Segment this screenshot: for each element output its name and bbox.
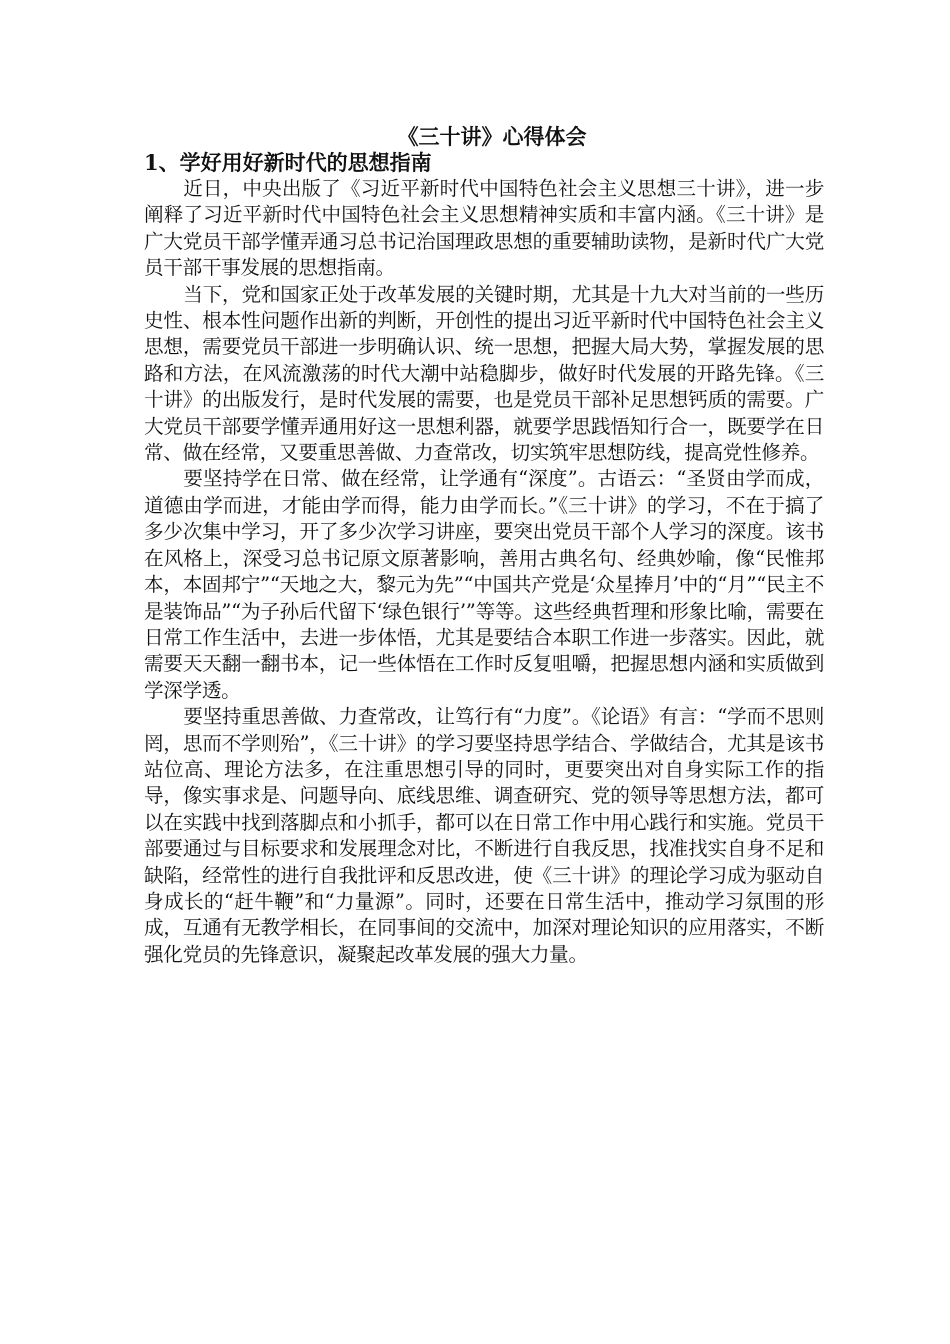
section-heading: 1、学好用好新时代的思想指南 bbox=[144, 150, 432, 175]
paragraph-1: 近日，中央出版了《习近平新时代中国特色社会主义思想三十讲》，进一步阐释了习近平新时代中国特色社会主义思想精神实质和丰富内涵。《三十讲》是广大党员干部学懂弄通习总书记治国理政思想的重要辅助读物，是新时代广大党员干部干事发展的思想指南。 bbox=[144, 177, 824, 280]
paragraph-3: 要坚持学在日常、做在经常，让学通有“深度”。古语云：“圣贤由学而成，道德由学而进，才能由学而得，能力由学而长。”《三十讲》的学习，不在于搞了多少次集中学习，开了多少次学习讲座，要突出党员干部个人学习的深度。该书在风格上，深受习总书记原文原著影响，善用古典名句、经典妙喻，像“民惟邦本，本固邦宁”“天地之大，黎元为先”“中国共产党是‘众星捧月’中的“月”“民主不是装饰品”“为子孙后代留下‘绿色银行’”等等。这些经典哲理和形象比喻，需要在日常工作生活中，去进一步体悟，尤其是要结合本职工作进一步落实。因此，就需要天天翻一翻书本，记一些体悟在工作时反复咀嚼，把握思想内涵和实质做到学深学透。 bbox=[144, 467, 824, 702]
document-body bbox=[144, 124, 824, 968]
paragraph-2: 当下，党和国家正处于改革发展的关键时期，尤其是十九大对当前的一些历史性、根本性问题作出新的判断，开创性的提出习近平新时代中国特色社会主义思想，需要党员干部进一步明确认识、统一思想，把握大局大势，掌握发展的思路和方法，在风流激荡的时代大潮中站稳脚步，做好时代发展的开路先锋。《三十讲》的出版发行，是时代发展的需要，也是党员干部补足思想钙质的需要。广大党员干部要学懂弄通用好这一思想利器，就要学思践悟知行合一，既要学在日常、做在经常，又要重思善做、力查常改，切实筑牢思想防线，提高党性修养。 bbox=[144, 282, 824, 465]
document-title: 《三十讲》心得体会 bbox=[397, 124, 587, 149]
paragraph-4: 要坚持重思善做、力查常改，让笃行有“力度”。《论语》有言：“学而不思则罔，思而不学则殆”，《三十讲》的学习要坚持思学结合、学做结合，尤其是该书站位高、理论方法多，在注重思想引导的同时，更要突出对自身实际工作的指导，像实事求是、问题导向、底线思维、调查研究、党的领导等思想方法，都可以在实践中找到落脚点和小抓手，都可以在日常工作中用心践行和实施。党员干部要通过与目标要求和发展理念对比，不断进行自我反思，找准找实自身不足和缺陷，经常性的进行自我批评和反思改进，使《三十讲》的理论学习成为驱动自身成长的“赶牛鞭”和“力量源”。同时，还要在日常生活中，推动学习氛围的形成，互通有无教学相长，在同事间的交流中，加深对理论知识的应用落实，不断强化党员的先锋意识，凝聚起改革发展的强大力量。 bbox=[144, 705, 824, 966]
